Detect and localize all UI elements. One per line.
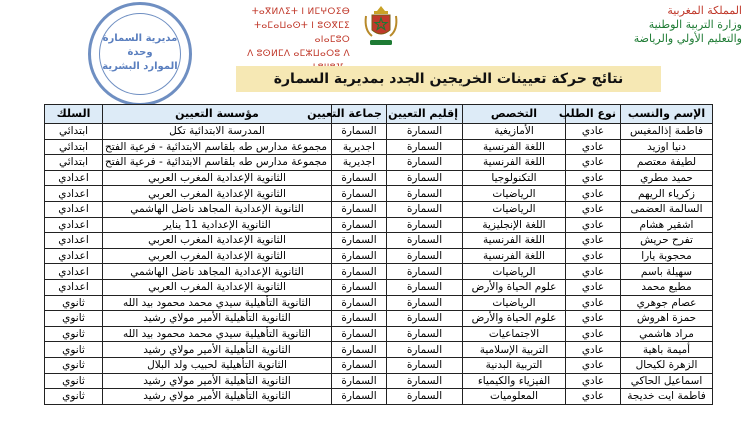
cycle-cell: اعدادي bbox=[45, 170, 103, 186]
request-type-cell: عادي bbox=[566, 373, 621, 389]
cycle-cell: ابتدائي bbox=[45, 124, 103, 140]
province-cell: السمارة bbox=[387, 279, 463, 295]
province-cell: السمارة bbox=[387, 139, 463, 155]
name-cell: محجوبة يارا bbox=[621, 248, 713, 264]
commune-cell: اجديرية bbox=[332, 139, 387, 155]
cycle-cell: ثانوي bbox=[45, 311, 103, 327]
institution-cell: مجموعة مدارس طه بلقاسم الابتدائية - فرعية الفتح bbox=[103, 139, 332, 155]
column-header-commune: جماعة التعيين bbox=[332, 105, 387, 124]
name-cell: مطيع محمد bbox=[621, 279, 713, 295]
institution-cell: الثانوية التأهيلية الأمير مولاي رشيد bbox=[103, 389, 332, 405]
assignments-table bbox=[44, 104, 713, 405]
name-cell: دنيا اوزيد bbox=[621, 139, 713, 155]
cycle-cell: اعدادي bbox=[45, 264, 103, 280]
specialty-cell: التربية الإسلامية bbox=[463, 342, 566, 358]
letterhead bbox=[0, 0, 750, 72]
commune-cell: اجديرية bbox=[332, 155, 387, 171]
institution-cell: الثانوية التأهيلية الأمير مولاي رشيد bbox=[103, 373, 332, 389]
name-cell: زكرياء الريهم bbox=[621, 186, 713, 202]
column-header-province: إقليم التعيين bbox=[387, 105, 463, 124]
province-cell: السمارة bbox=[387, 248, 463, 264]
name-cell: مراد هاشمي bbox=[621, 326, 713, 342]
request-type-cell: عادي bbox=[566, 201, 621, 217]
table-row bbox=[45, 326, 713, 342]
request-type-cell: عادي bbox=[566, 139, 621, 155]
province-cell: السمارة bbox=[387, 201, 463, 217]
table-row bbox=[45, 139, 713, 155]
cycle-cell: ثانوي bbox=[45, 373, 103, 389]
page-title: نتائج حركة تعيينات الخريجين الجدد بمديرية السمارة bbox=[236, 66, 661, 92]
name-cell: أميمة باهية bbox=[621, 342, 713, 358]
institution-cell: الثانوية التأهيلية لحبيب ولد البلال bbox=[103, 357, 332, 373]
column-header-institution: مؤسسة التعيين bbox=[103, 105, 332, 124]
name-cell: الزهرة لكيحال bbox=[621, 357, 713, 373]
cycle-cell: اعدادي bbox=[45, 217, 103, 233]
name-cell: حميد مطري bbox=[621, 170, 713, 186]
commune-cell: السمارة bbox=[332, 186, 387, 202]
coat-of-arms-icon bbox=[364, 4, 398, 48]
commune-cell: السمارة bbox=[332, 264, 387, 280]
province-cell: السمارة bbox=[387, 264, 463, 280]
name-cell: عصام جوهري bbox=[621, 295, 713, 311]
specialty-cell: اللغة الفرنسية bbox=[463, 139, 566, 155]
table-row bbox=[45, 201, 713, 217]
table-row bbox=[45, 279, 713, 295]
province-cell: السمارة bbox=[387, 155, 463, 171]
table-row bbox=[45, 155, 713, 171]
institution-cell: الثانوية الإعدادية 11 يناير bbox=[103, 217, 332, 233]
request-type-cell: عادي bbox=[566, 264, 621, 280]
name-cell: لطيفة معتصم bbox=[621, 155, 713, 171]
specialty-cell: علوم الحياة والأرض bbox=[463, 279, 566, 295]
province-cell: السمارة bbox=[387, 357, 463, 373]
commune-cell: السمارة bbox=[332, 357, 387, 373]
specialty-cell: التربية البدنية bbox=[463, 357, 566, 373]
specialty-cell: اللغة الفرنسية bbox=[463, 233, 566, 249]
cycle-cell: ابتدائي bbox=[45, 139, 103, 155]
ministry-name-tifinagh: ⵜⴰⴳⵍⴷⵉⵜ ⵏ ⵍⵎⵖⵔⵉⴱ ⵜⴰⵎⴰⵡⴰⵙⵜ ⵏ ⵓⵙⴳⵎⵉ ⴰⵏⴰⵎⵓⵔ ⴷ ⵓⵙⵍⵎⴷ ⴰⵎⵣⵡⴰⵔⵓ ⴷ bbox=[247, 7, 350, 59]
specialty-cell: التكنولوجيا bbox=[463, 170, 566, 186]
specialty-cell: المعلوميات bbox=[463, 389, 566, 405]
request-type-cell: عادي bbox=[566, 342, 621, 358]
table-row bbox=[45, 186, 713, 202]
commune-cell: السمارة bbox=[332, 201, 387, 217]
cycle-cell: ثانوي bbox=[45, 389, 103, 405]
institution-cell: الثانوية التأهيلية سيدي محمد محمود بيد الله bbox=[103, 295, 332, 311]
table-row bbox=[45, 311, 713, 327]
specialty-cell: علوم الحياة والأرض bbox=[463, 311, 566, 327]
request-type-cell: عادي bbox=[566, 155, 621, 171]
specialty-cell: اللغة الفرنسية bbox=[463, 155, 566, 171]
request-type-cell: عادي bbox=[566, 186, 621, 202]
request-type-cell: عادي bbox=[566, 326, 621, 342]
commune-cell: السمارة bbox=[332, 342, 387, 358]
name-cell: السالمة العضمى bbox=[621, 201, 713, 217]
request-type-cell: عادي bbox=[566, 248, 621, 264]
commune-cell: السمارة bbox=[332, 295, 387, 311]
province-cell: السمارة bbox=[387, 124, 463, 140]
table-row bbox=[45, 170, 713, 186]
name-cell: سهيلة باسم bbox=[621, 264, 713, 280]
request-type-cell: عادي bbox=[566, 217, 621, 233]
cycle-cell: ابتدائي bbox=[45, 155, 103, 171]
province-cell: السمارة bbox=[387, 373, 463, 389]
institution-cell: الثانوية الإعدادية المغرب العربي bbox=[103, 186, 332, 202]
specialty-cell: اللغة الإنجليزية bbox=[463, 217, 566, 233]
cycle-cell: اعدادي bbox=[45, 279, 103, 295]
table-header-row bbox=[45, 105, 713, 124]
table-row bbox=[45, 233, 713, 249]
table-row bbox=[45, 342, 713, 358]
institution-cell: مجموعة مدارس طه بلقاسم الابتدائية - فرعية الفتح bbox=[103, 155, 332, 171]
cycle-cell: اعدادي bbox=[45, 201, 103, 217]
commune-cell: السمارة bbox=[332, 217, 387, 233]
commune-cell: السمارة bbox=[332, 326, 387, 342]
request-type-cell: عادي bbox=[566, 295, 621, 311]
cycle-cell: اعدادي bbox=[45, 233, 103, 249]
cycle-cell: ثانوي bbox=[45, 357, 103, 373]
name-cell: فاطمة إذالمغيس bbox=[621, 124, 713, 140]
column-header-request-type: نوع الطلب bbox=[566, 105, 621, 124]
commune-cell: السمارة bbox=[332, 124, 387, 140]
specialty-cell: الرياضيات bbox=[463, 186, 566, 202]
institution-cell: المدرسة الابتدائية تكل bbox=[103, 124, 332, 140]
institution-cell: الثانوية التأهيلية الأمير مولاي رشيد bbox=[103, 342, 332, 358]
name-cell: فاطمة ايت خديجة bbox=[621, 389, 713, 405]
table-row bbox=[45, 264, 713, 280]
commune-cell: السمارة bbox=[332, 389, 387, 405]
official-stamp: مديرية السمارة وحدة الموارد البشرية bbox=[88, 2, 192, 106]
request-type-cell: عادي bbox=[566, 233, 621, 249]
name-cell: تفرح حريش bbox=[621, 233, 713, 249]
table-row bbox=[45, 248, 713, 264]
name-cell: اشقير هشام bbox=[621, 217, 713, 233]
province-cell: السمارة bbox=[387, 326, 463, 342]
column-header-cycle: السلك bbox=[45, 105, 103, 124]
specialty-cell: اللغة الفرنسية bbox=[463, 248, 566, 264]
table-row bbox=[45, 124, 713, 140]
institution-cell: الثانوية الإعدادية المجاهد ناضل الهاشمي bbox=[103, 264, 332, 280]
cycle-cell: ثانوي bbox=[45, 326, 103, 342]
request-type-cell: عادي bbox=[566, 124, 621, 140]
request-type-cell: عادي bbox=[566, 311, 621, 327]
request-type-cell: عادي bbox=[566, 357, 621, 373]
specialty-cell: الاجتماعيات bbox=[463, 326, 566, 342]
institution-cell: الثانوية الإعدادية المغرب العربي bbox=[103, 248, 332, 264]
institution-cell: الثانوية الإعدادية المجاهد ناضل الهاشمي bbox=[103, 201, 332, 217]
column-header-specialty: التخصص bbox=[463, 105, 566, 124]
commune-cell: السمارة bbox=[332, 170, 387, 186]
commune-cell: السمارة bbox=[332, 311, 387, 327]
specialty-cell: الفيزياء والكيمياء bbox=[463, 373, 566, 389]
table-row bbox=[45, 217, 713, 233]
institution-cell: الثانوية التأهيلية الأمير مولاي رشيد bbox=[103, 311, 332, 327]
province-cell: السمارة bbox=[387, 342, 463, 358]
commune-cell: السمارة bbox=[332, 248, 387, 264]
name-cell: حمزة اهروش bbox=[621, 311, 713, 327]
table-row bbox=[45, 357, 713, 373]
commune-cell: السمارة bbox=[332, 279, 387, 295]
province-cell: السمارة bbox=[387, 311, 463, 327]
commune-cell: السمارة bbox=[332, 233, 387, 249]
institution-cell: الثانوية التأهيلية سيدي محمد محمود بيد الله bbox=[103, 326, 332, 342]
commune-cell: السمارة bbox=[332, 373, 387, 389]
ministry-name-arabic: المملكة المغربية وزارة التربية الوطنية والتعليم الأولي والرياضة bbox=[633, 4, 742, 45]
province-cell: السمارة bbox=[387, 233, 463, 249]
institution-cell: الثانوية الإعدادية المغرب العربي bbox=[103, 233, 332, 249]
table-row bbox=[45, 389, 713, 405]
province-cell: السمارة bbox=[387, 389, 463, 405]
cycle-cell: اعدادي bbox=[45, 248, 103, 264]
name-cell: اسماعيل الحاكي bbox=[621, 373, 713, 389]
table-row bbox=[45, 373, 713, 389]
specialty-cell: الرياضيات bbox=[463, 201, 566, 217]
province-cell: السمارة bbox=[387, 186, 463, 202]
institution-cell: الثانوية الإعدادية المغرب العربي bbox=[103, 170, 332, 186]
province-cell: السمارة bbox=[387, 217, 463, 233]
column-header-name: الإسم والنسب bbox=[621, 105, 713, 124]
cycle-cell: ثانوي bbox=[45, 342, 103, 358]
cycle-cell: ثانوي bbox=[45, 295, 103, 311]
specialty-cell: الرياضيات bbox=[463, 264, 566, 280]
request-type-cell: عادي bbox=[566, 389, 621, 405]
province-cell: السمارة bbox=[387, 295, 463, 311]
specialty-cell: الأمازيغية bbox=[463, 124, 566, 140]
table-row bbox=[45, 295, 713, 311]
request-type-cell: عادي bbox=[566, 279, 621, 295]
province-cell: السمارة bbox=[387, 170, 463, 186]
institution-cell: الثانوية الإعدادية المغرب العربي bbox=[103, 279, 332, 295]
cycle-cell: اعدادي bbox=[45, 186, 103, 202]
specialty-cell: الرياضيات bbox=[463, 295, 566, 311]
request-type-cell: عادي bbox=[566, 170, 621, 186]
